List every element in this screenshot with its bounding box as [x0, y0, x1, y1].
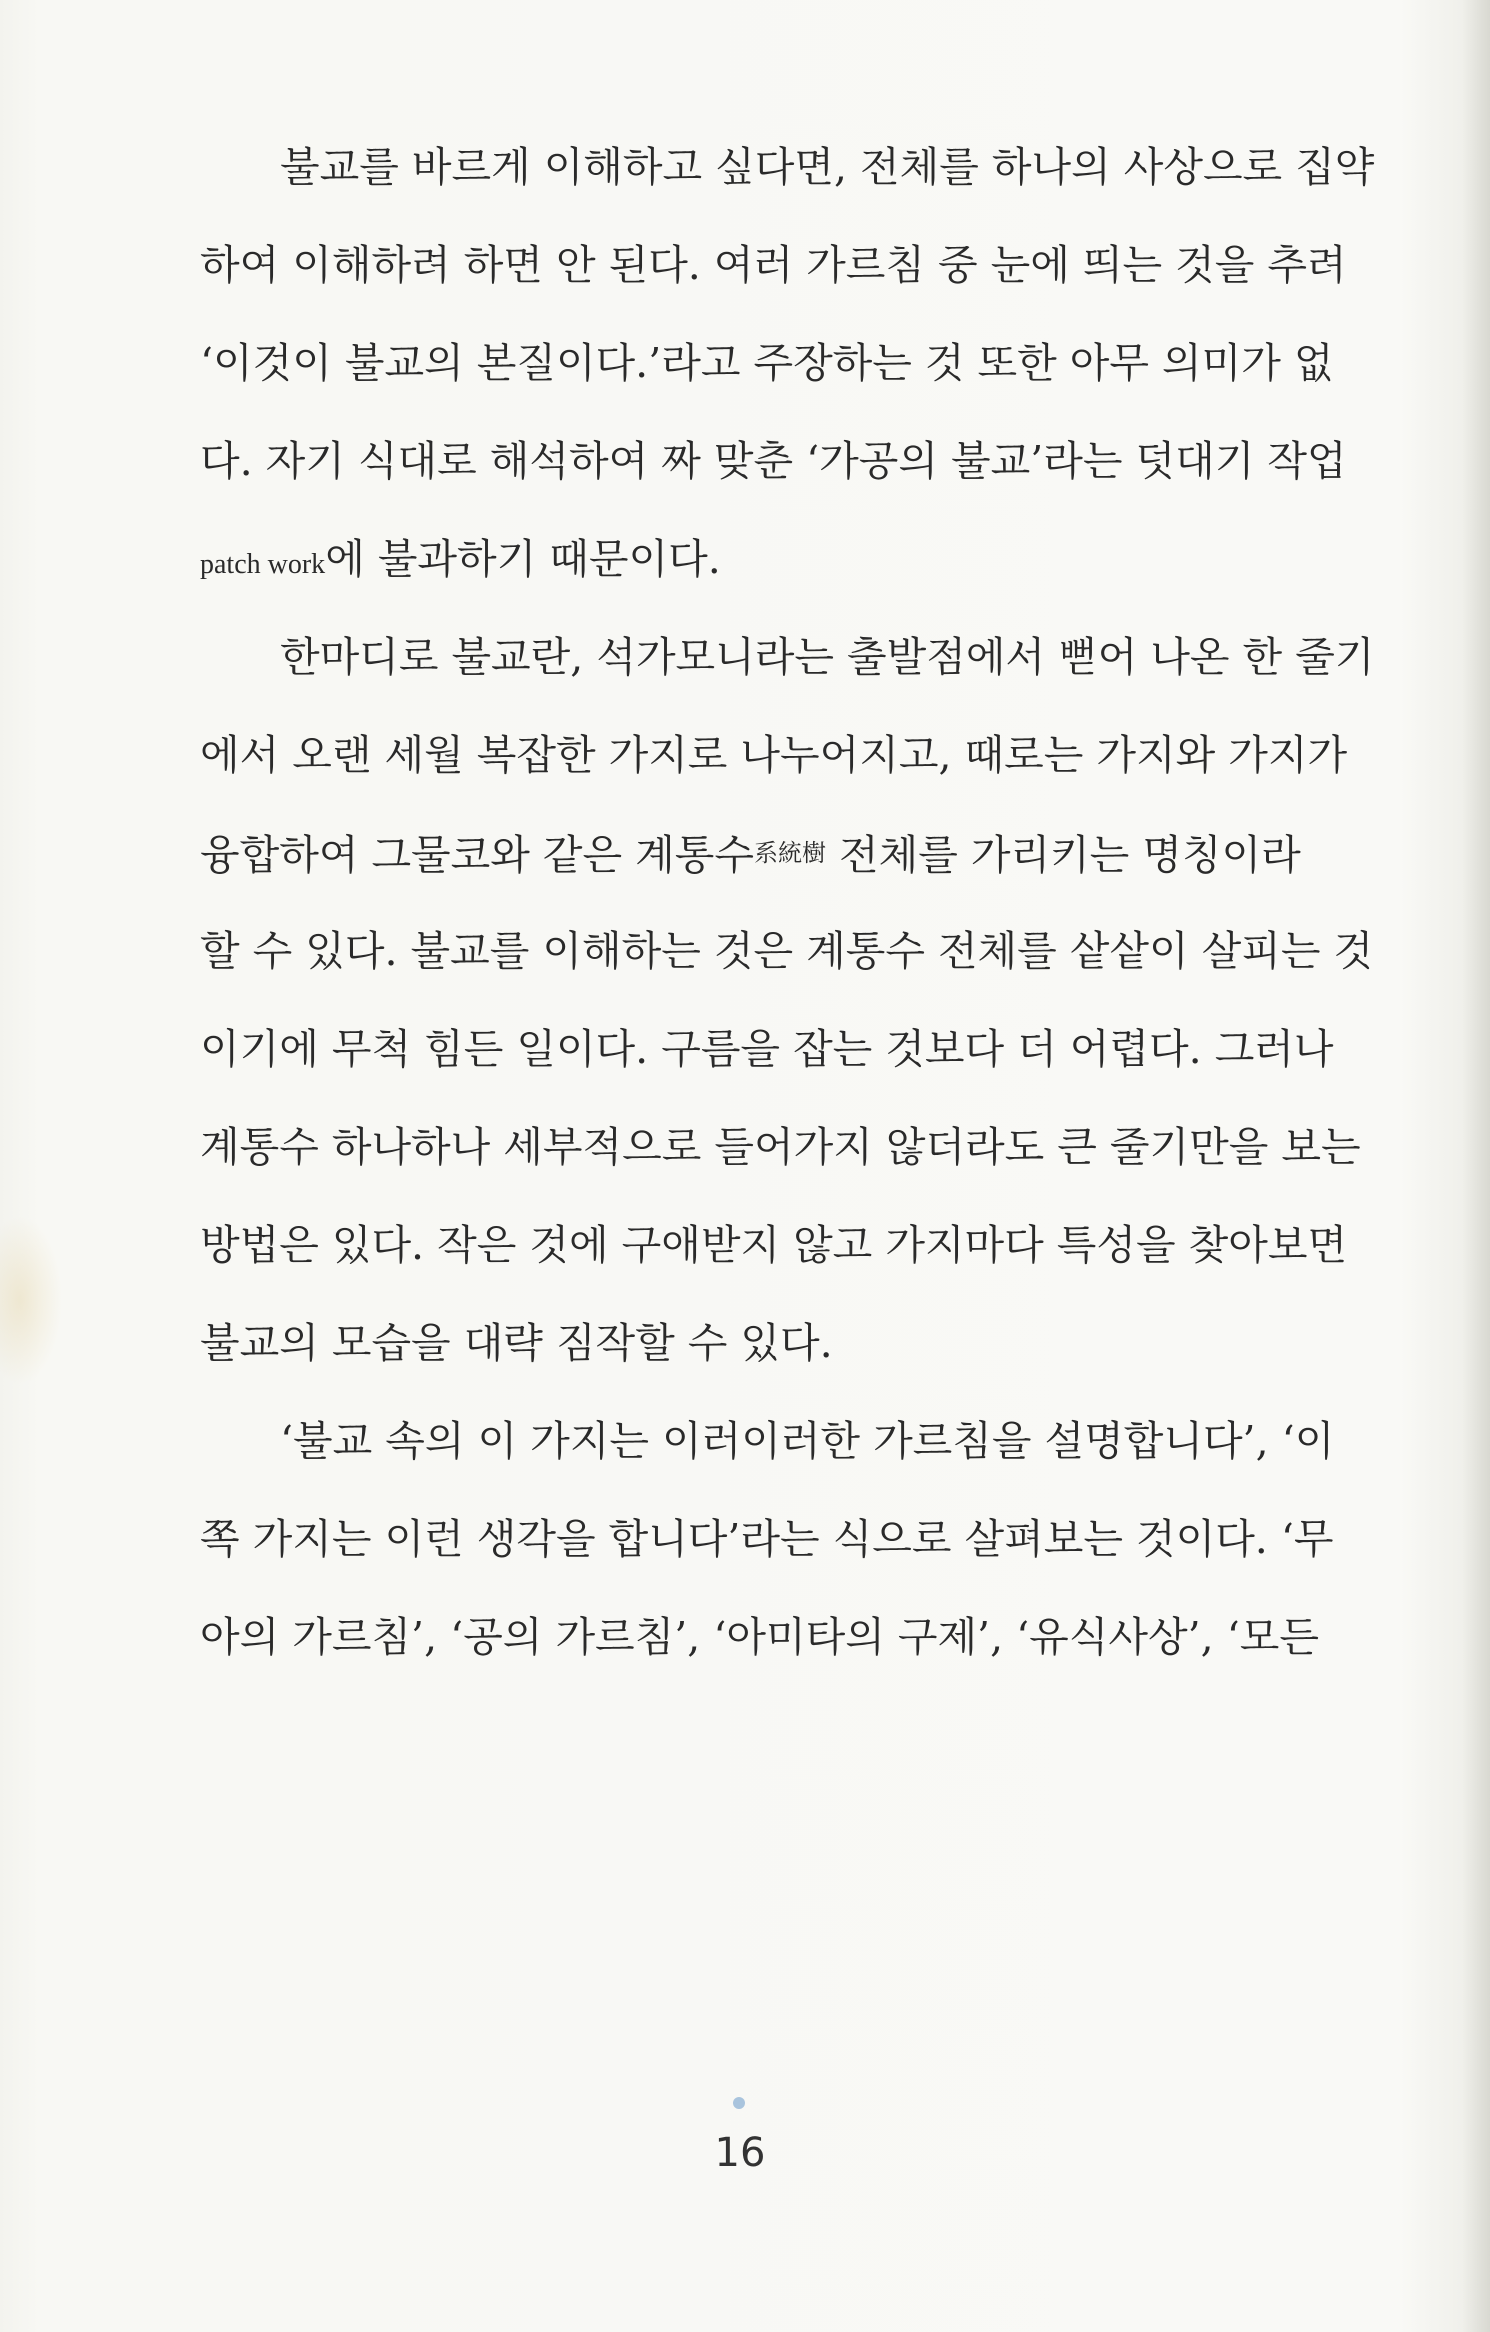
latin-term: patch work — [200, 549, 326, 580]
text-line: 다. 자기 식대로 해석하여 짜 맞춘 ‘가공의 불교’라는 덧대기 작업 — [200, 437, 1347, 485]
text-line: 불교의 모습을 대략 짐작할 수 있다. — [200, 1319, 833, 1367]
text-run: 전체를 가리키는 명칭이라 — [825, 831, 1301, 879]
text-line: 에서 오랜 세월 복잡한 가지로 나누어지고, 때로는 가지와 가지가 — [200, 731, 1348, 779]
text-line: 계통수 하나하나 세부적으로 들어가지 않더라도 큰 줄기만을 보는 — [200, 1123, 1361, 1171]
text-line: 한마디로 불교란, 석가모니라는 출발점에서 뻗어 나온 한 줄기 — [280, 633, 1375, 681]
text-line: 하여 이해하려 하면 안 된다. 여러 가르침 중 눈에 띄는 것을 추려 — [200, 241, 1347, 289]
text-line — [200, 818, 1301, 888]
text-line: 할 수 있다. 불교를 이해하는 것은 계통수 전체를 샅샅이 살피는 것 — [200, 927, 1374, 975]
page-number-dot — [733, 2097, 745, 2109]
text-line — [200, 524, 1290, 594]
page-edge-shadow — [1462, 0, 1490, 2332]
hanja-annotation: 系統樹 — [753, 839, 826, 867]
text-line: ‘불교 속의 이 가지는 이러이러한 가르침을 설명합니다’, ‘이 — [280, 1417, 1335, 1465]
text-line: 불교를 바르게 이해하고 싶다면, 전체를 하나의 사상으로 집약 — [280, 143, 1375, 191]
text-line: 쪽 가지는 이런 생각을 합니다’라는 식으로 살펴보는 것이다. ‘무 — [200, 1515, 1334, 1563]
text-run: 에 불과하기 때문이다. — [325, 535, 721, 583]
text-line: 방법은 있다. 작은 것에 구애받지 않고 가지마다 특성을 찾아보면 — [200, 1221, 1348, 1269]
text-line: 아의 가르침’, ‘공의 가르침’, ‘아미타의 구제’, ‘유식사상’, ‘모든 — [200, 1613, 1319, 1661]
page-number: 16 — [714, 2130, 766, 2176]
text-line: 이기에 무척 힘든 일이다. 구름을 잡는 것보다 더 어렵다. 그러나 — [200, 1025, 1334, 1073]
text-line: ‘이것이 불교의 본질이다.’라고 주장하는 것 또한 아무 의미가 없 — [200, 339, 1334, 387]
text-run: 융합하여 그물코와 같은 계통수 — [200, 831, 754, 879]
